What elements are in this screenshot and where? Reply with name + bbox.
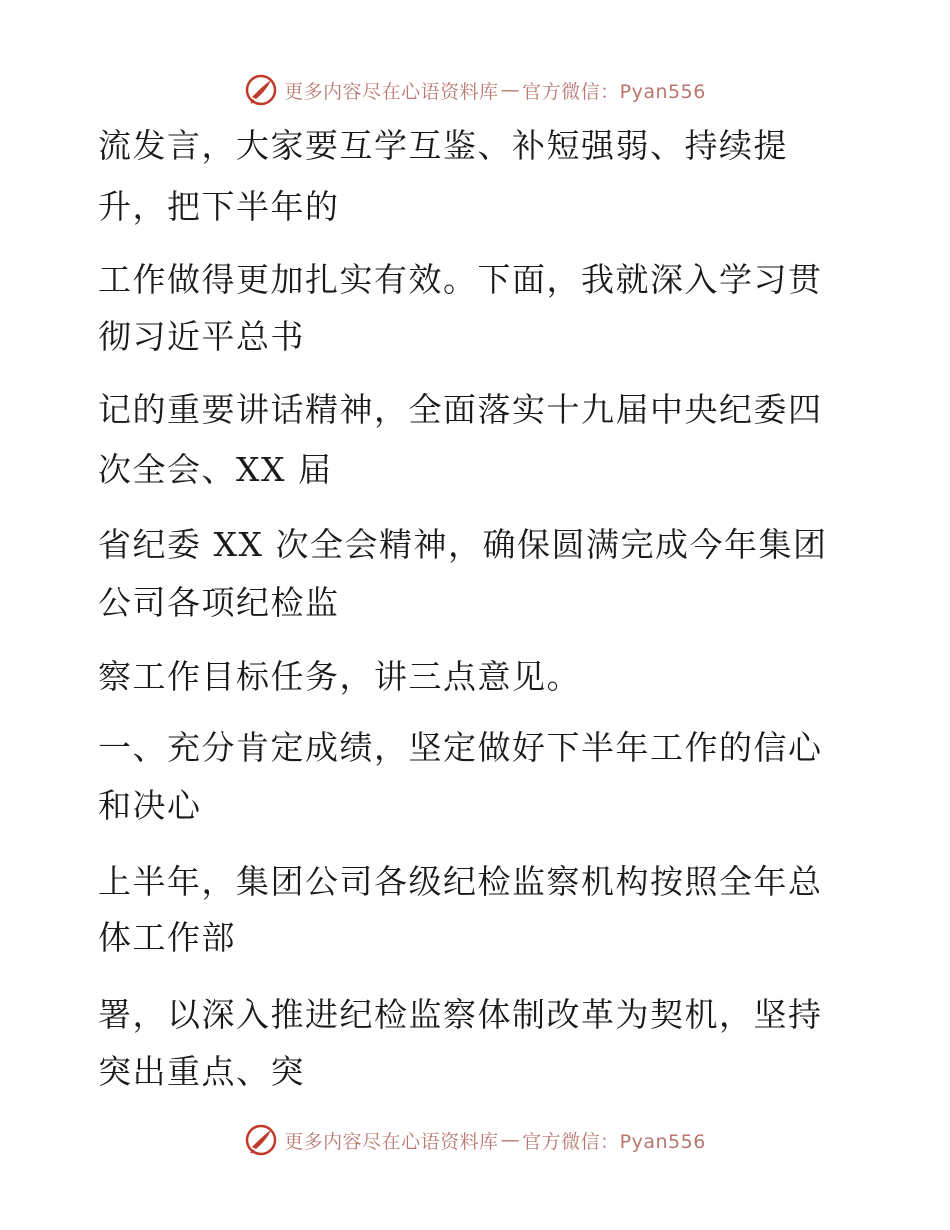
text-line: 工作做得更加扎实有效。下面，我就深入学习贯 — [98, 260, 823, 299]
text-line: 流发言，大家要互学互鉴、补短强弱、持续提 — [98, 126, 788, 165]
text-line: 记的重要讲话精神，全面落实十九届中央纪委四 — [98, 390, 823, 429]
text-line: 省纪委 XX 次全会精神，确保圆满完成今年集团 — [98, 525, 828, 564]
text-line: 升，把下半年的 — [98, 187, 340, 226]
text-line: 次全会、XX 届 — [98, 450, 333, 489]
section-heading: 一、充分肯定成绩，坚定做好下半年工作的信心 — [98, 728, 823, 767]
text-line: 察工作目标任务，讲三点意见。 — [98, 657, 581, 696]
text-line: 署，以深入推进纪检监察体制改革为契机，坚持 — [98, 995, 823, 1034]
text-line: 突出重点、突 — [98, 1052, 305, 1091]
text-line: 公司各项纪检监 — [98, 583, 340, 622]
pen-nib-logo-icon — [244, 1123, 278, 1157]
text-line: 体工作部 — [98, 918, 236, 957]
watermark-contact-text: 官方微信：Pyan556 — [522, 80, 706, 103]
watermark-dash: — — [500, 1129, 521, 1151]
footer-watermark — [0, 1120, 950, 1160]
text-line: 上半年，集团公司各级纪检监察机构按照全年总 — [98, 862, 823, 901]
watermark-brand-text: 更多内容尽在心语资料库 — [284, 80, 499, 103]
text-line: 彻习近平总书 — [98, 317, 305, 356]
watermark-brand-text: 更多内容尽在心语资料库 — [284, 1130, 499, 1153]
watermark-contact-text: 官方微信：Pyan556 — [522, 1130, 706, 1153]
watermark-dash: — — [500, 79, 521, 101]
section-heading: 和决心 — [98, 786, 202, 825]
